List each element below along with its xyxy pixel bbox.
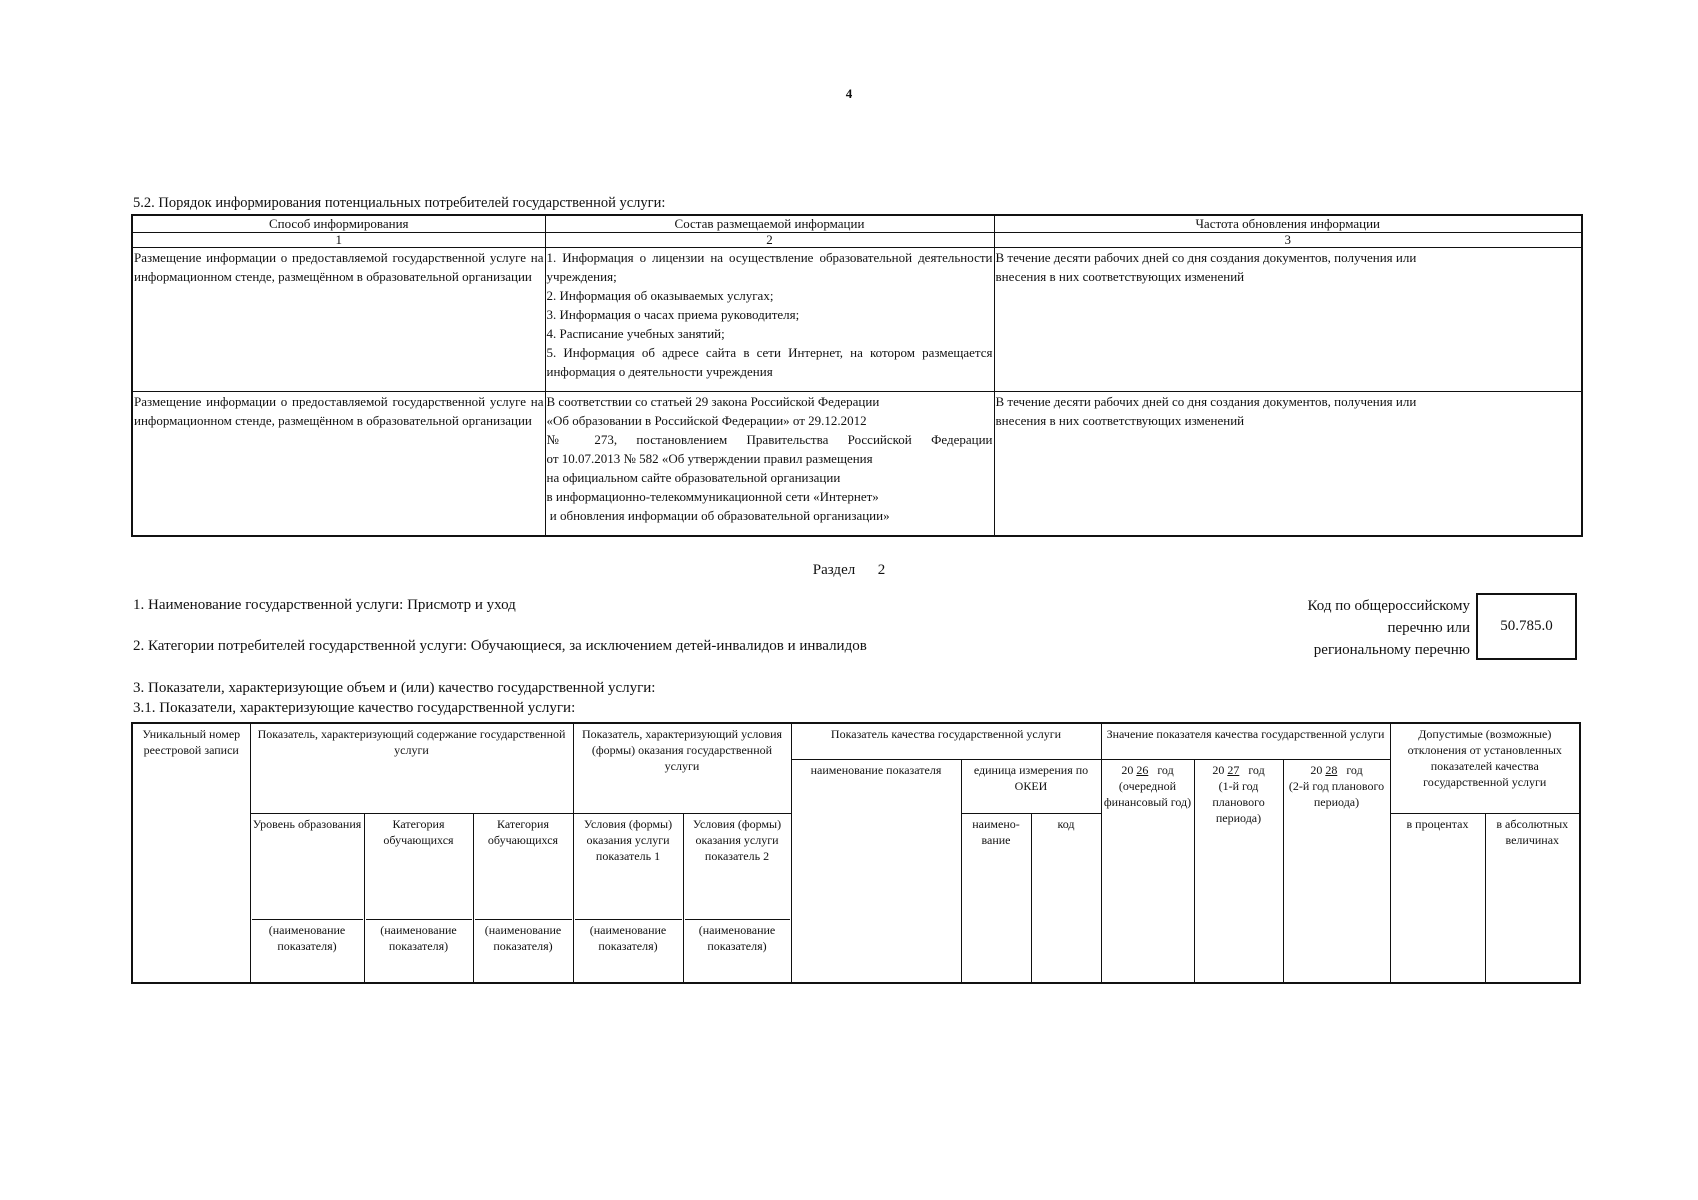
info-content-cell — [545, 248, 994, 392]
content-line: на официальном сайте образовательной организации — [546, 470, 841, 485]
code-label-line: перечню или — [1387, 620, 1470, 636]
sub-category-2: Категория обучающихся — [473, 813, 573, 917]
content-line: 5. Информация об адресе сайта в сети Интернет, на котором размещается информация о деятельности учреждения — [546, 345, 993, 379]
year-prefix: 20 — [1212, 762, 1225, 777]
content-line: В соответствии со статьей 29 закона Российской Федерации — [546, 394, 880, 409]
indicators-subheading: 3.1. Показатели, характеризующие качество государственной услуги: — [133, 700, 576, 716]
year-suffix: год — [1157, 762, 1174, 777]
year1-header — [1101, 759, 1194, 983]
year-prefix: 20 — [1310, 762, 1323, 777]
section-label: Раздел — [812, 562, 856, 578]
year-note: (очередной финансовый год) — [1103, 778, 1192, 809]
dev-percent: в процентах — [1390, 813, 1485, 983]
sub-condition-2: Условия (формы) оказания услуги показатель 2 — [683, 813, 791, 917]
content-line: 3. Информация о часах приема руководителя; — [546, 307, 800, 322]
info-table-header — [132, 215, 1582, 233]
dev-absolute: в абсолютных величинах — [1485, 813, 1580, 983]
service-code-box: 50.785.0 — [1476, 593, 1577, 660]
content-line: и обновления информации об образовательной организации» — [546, 508, 890, 523]
table-row — [132, 392, 1582, 536]
indicator-name-label — [364, 917, 473, 983]
indicator-name-text: (наименование показателя) — [575, 919, 682, 954]
code-label-line: Код по общероссийскому — [1307, 598, 1470, 614]
info-content-cell — [545, 392, 994, 536]
q-unit-header: единица измерения по ОКЕИ — [961, 759, 1101, 813]
q-unit-name: наимено-вание — [961, 813, 1031, 983]
indicators-heading: 3. Показатели, характеризующие объем и (или) качество государственной услуги: — [133, 680, 656, 696]
info-table — [131, 214, 1583, 537]
info-table-numbers — [132, 233, 1582, 248]
section-number: 2 — [877, 562, 886, 578]
year-note: (2-й год планового периода) — [1288, 778, 1385, 809]
sub-category-1: Категория обучающихся — [364, 813, 473, 917]
col-conditions-indicator: Показатель, характеризующий условия (формы) оказания государственной услуги — [573, 723, 791, 813]
section-title — [0, 562, 1698, 579]
indicator-name-text: (наименование показателя) — [252, 919, 363, 954]
indicator-name-text: (наименование показателя) — [366, 919, 472, 954]
frequency-text: В течение десяти рабочих дней со дня создания документов, получения или внесения в них соответствующих изменений — [995, 250, 1417, 284]
col-unique-number: Уникальный номер реестровой записи — [132, 723, 250, 983]
info-frequency-cell — [994, 392, 1582, 536]
year2-line — [1196, 762, 1282, 778]
content-line: № 273, постановлением Правительства Российской Федерации — [546, 432, 993, 447]
content-line: 2. Информация об оказываемых услугах; — [546, 288, 774, 303]
info-section-heading: 5.2. Порядок информирования потенциальных потребителей государственной услуги: — [133, 195, 666, 211]
column-number: 2 — [545, 233, 994, 248]
year-prefix: 20 — [1121, 762, 1134, 777]
year3-header — [1283, 759, 1390, 983]
year-note: (1-й год планового периода) — [1212, 778, 1265, 825]
column-number: 3 — [994, 233, 1582, 248]
indicator-name-text: (наименование показателя) — [475, 919, 572, 954]
column-number: 1 — [132, 233, 545, 248]
year-suffix: год — [1346, 762, 1363, 777]
col-quality-indicator: Показатель качества государственной услуги — [791, 723, 1101, 759]
info-frequency-cell — [994, 248, 1582, 392]
service-name: 1. Наименование государственной услуги: Присмотр и уход — [133, 597, 516, 613]
info-method-cell: Размещение информации о предоставляемой государственной услуге на информационном стенде, размещённом в образовательной организации — [132, 248, 545, 392]
year-value: 27 — [1227, 762, 1240, 777]
indicator-name-label — [473, 917, 573, 983]
code-label-line: региональному перечню — [1313, 642, 1470, 658]
content-line: в информационно-телекоммуникационной сети «Интернет» — [546, 489, 879, 504]
q-unit-code: код — [1031, 813, 1101, 983]
sub-level: Уровень образования — [250, 813, 364, 917]
col-quality-value: Значение показателя качества государственной услуги — [1101, 723, 1390, 759]
q-name-header: наименование показателя — [791, 759, 961, 983]
frequency-text: В течение десяти рабочих дней со дня создания документов, получения или внесения в них соответствующих изменений — [995, 394, 1417, 428]
header-content: Состав размещаемой информации — [545, 215, 994, 233]
indicator-name-label — [250, 917, 364, 983]
col-deviation: Допустимые (возможные) отклонения от установленных показателей качества государственной услуги — [1390, 723, 1580, 813]
service-category: 2. Категории потребителей государственной услуги: Обучающиеся, за исключением детей-инвалидов и инвалидов — [133, 638, 867, 654]
page-number: 4 — [845, 86, 853, 101]
indicator-name-label — [683, 917, 791, 983]
quality-indicators-table — [131, 722, 1581, 984]
content-line: 4. Расписание учебных занятий; — [546, 326, 725, 341]
indicator-name-text: (наименование показателя) — [685, 919, 790, 954]
year3-line — [1285, 762, 1389, 778]
content-line: от 10.07.2013 № 582 «Об утверждении правил размещения — [546, 451, 873, 466]
indicator-name-label — [573, 917, 683, 983]
col-content-indicator: Показатель, характеризующий содержание государственной услуги — [250, 723, 573, 813]
content-line: 1. Информация о лицензии на осуществление образовательной деятельности учреждения; — [546, 250, 993, 284]
service-code-label — [1240, 595, 1470, 661]
year-value: 28 — [1325, 762, 1338, 777]
year2-header — [1194, 759, 1283, 983]
year-value: 26 — [1136, 762, 1149, 777]
year-suffix: год — [1248, 762, 1265, 777]
table-row — [132, 248, 1582, 392]
header-method: Способ информирования — [132, 215, 545, 233]
year1-line — [1103, 762, 1193, 778]
sub-condition-1: Условия (формы) оказания услуги показатель 1 — [573, 813, 683, 917]
content-line: «Об образовании в Российской Федерации» от 29.12.2012 — [546, 413, 867, 428]
info-method-cell: Размещение информации о предоставляемой государственной услуге на информационном стенде, размещённом в образовательной организации — [132, 392, 545, 536]
header-frequency: Частота обновления информации — [994, 215, 1582, 233]
